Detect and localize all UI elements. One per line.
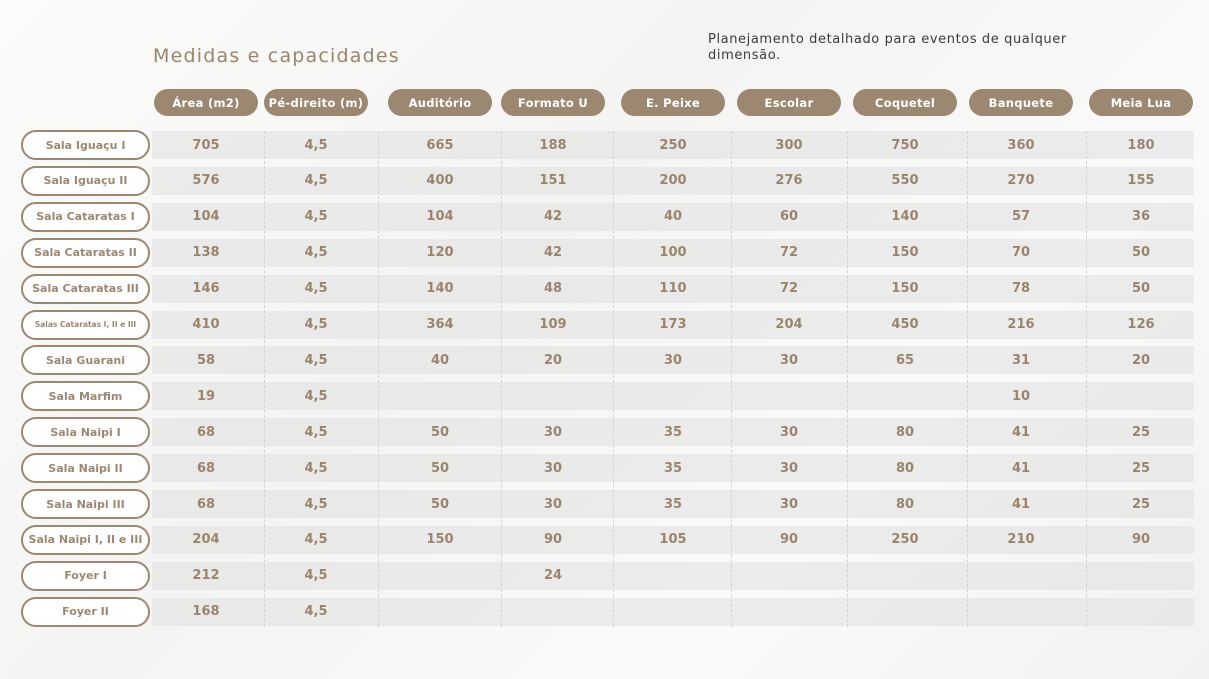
table-cell: 250: [891, 532, 919, 548]
table-cell: 300: [775, 137, 803, 153]
table-cell: 25: [1131, 424, 1151, 440]
table-cell: 109: [539, 317, 567, 332]
table-cell: 90: [1131, 532, 1151, 548]
room-name-label: Sala Iguaçu I: [21, 130, 150, 160]
table-cell: 78: [1011, 281, 1031, 297]
table-cell: 20: [1131, 352, 1151, 368]
table-cell: 210: [1007, 532, 1035, 548]
table-cell: [855, 562, 955, 590]
column-header: Meia Lua: [1089, 89, 1193, 116]
table-cell: 90: [543, 532, 563, 548]
table-cell: 30: [543, 460, 563, 476]
table-cell: 58: [196, 352, 216, 368]
table-cell: 40: [663, 209, 683, 225]
table-cell: 50: [1131, 245, 1151, 261]
table-cell: 150: [891, 245, 919, 261]
table-cell: 57: [1011, 209, 1031, 225]
room-name-label: Sala Cataratas I: [21, 202, 150, 232]
table-cell: [390, 382, 490, 410]
table-cell: [1091, 562, 1191, 590]
table-row: [0, 271, 1209, 307]
table-cell: 90: [779, 532, 799, 548]
table-cell: 105: [659, 532, 687, 548]
table-cell: 41: [1011, 496, 1031, 512]
table-cell: 450: [891, 317, 919, 332]
table-cell: 68: [196, 424, 216, 440]
table-cell: 4,5: [304, 173, 328, 189]
table-cell: [739, 598, 839, 626]
table-cell: 120: [426, 245, 454, 261]
table-cell: 50: [1131, 281, 1151, 297]
table-cell: 80: [895, 460, 915, 476]
table-cell: [623, 562, 723, 590]
room-name-label: Foyer I: [21, 561, 150, 591]
table-cell: [739, 382, 839, 410]
table-cell: 360: [1007, 137, 1035, 153]
table-cell: 4,5: [304, 496, 328, 512]
table-cell: 25: [1131, 496, 1151, 512]
table-cell: 36: [1131, 209, 1151, 225]
table-cell: 42: [543, 245, 563, 261]
table-cell: 168: [192, 604, 220, 620]
table-cell: 138: [192, 245, 220, 261]
table-cell: 4,5: [304, 388, 328, 404]
table-cell: 41: [1011, 424, 1031, 440]
table-cell: 30: [543, 424, 563, 440]
table-cell: 140: [426, 281, 454, 297]
room-name-label: Sala Naipi I, II e III: [21, 525, 150, 555]
table-cell: 216: [1007, 317, 1035, 332]
table-cell: 4,5: [304, 460, 328, 476]
column-header: Banquete: [969, 89, 1073, 116]
room-name-label: Sala Marfim: [21, 381, 150, 411]
page-subtitle: Planejamento detalhado para eventos de qualquer dimensão.: [708, 32, 1067, 63]
column-header: Área (m2): [154, 89, 258, 116]
table-row: [0, 163, 1209, 199]
table-row: [0, 378, 1209, 414]
table-cell: 4,5: [304, 245, 328, 261]
table-cell: 250: [659, 137, 687, 153]
room-name-label: Sala Naipi II: [21, 453, 150, 483]
table-cell: 50: [430, 496, 450, 512]
table-cell: 30: [779, 424, 799, 440]
table-cell: 70: [1011, 245, 1031, 261]
table-row: [0, 558, 1209, 594]
room-name-label: Salas Cataratas I, II e III: [21, 310, 150, 340]
table-cell: 30: [779, 352, 799, 368]
table-cell: 25: [1131, 460, 1151, 476]
table-cell: 68: [196, 460, 216, 476]
table-cell: 24: [543, 568, 563, 584]
table-cell: 146: [192, 281, 220, 297]
table-cell: 31: [1011, 352, 1031, 368]
table-cell: 30: [779, 460, 799, 476]
table-cell: [503, 598, 603, 626]
table-cell: 550: [891, 173, 919, 189]
table-cell: 35: [663, 496, 683, 512]
room-name-label: Sala Naipi III: [21, 489, 150, 519]
table-cell: 40: [430, 352, 450, 368]
table-cell: [390, 562, 490, 590]
room-name-label: Sala Iguaçu II: [21, 166, 150, 196]
column-header: Pé-direito (m): [264, 89, 368, 116]
table-cell: 19: [196, 388, 216, 404]
room-name-label: Sala Guarani: [21, 345, 150, 375]
table-cell: 4,5: [304, 137, 328, 153]
table-cell: 30: [543, 496, 563, 512]
table-cell: [390, 598, 490, 626]
table-row: [0, 486, 1209, 522]
table-cell: 204: [192, 532, 220, 548]
room-name-label: Foyer II: [21, 597, 150, 627]
table-cell: 270: [1007, 173, 1035, 189]
table-cell: 4,5: [304, 209, 328, 225]
table-cell: 4,5: [304, 604, 328, 620]
table-cell: 364: [426, 317, 454, 332]
table-row: [0, 450, 1209, 486]
table-cell: 110: [659, 281, 687, 297]
table-row: [0, 235, 1209, 271]
table-row: [0, 342, 1209, 378]
column-header: Coquetel: [853, 89, 957, 116]
column-header: Formato U: [501, 89, 605, 116]
table-cell: [971, 562, 1071, 590]
table-cell: 4,5: [304, 317, 328, 332]
table-cell: 50: [430, 424, 450, 440]
column-header: Escolar: [737, 89, 841, 116]
table-cell: [623, 382, 723, 410]
table-cell: 212: [192, 568, 220, 584]
table-row: [0, 199, 1209, 235]
table-cell: 80: [895, 496, 915, 512]
table-cell: 100: [659, 245, 687, 261]
table-row: [0, 522, 1209, 558]
table-cell: 400: [426, 173, 454, 189]
table-cell: 705: [192, 137, 220, 153]
table-cell: 72: [779, 245, 799, 261]
table-row: [0, 594, 1209, 630]
table-cell: 150: [891, 281, 919, 297]
table-cell: 68: [196, 496, 216, 512]
table-cell: 65: [895, 352, 915, 368]
column-header: E. Peixe: [621, 89, 725, 116]
table-cell: [855, 598, 955, 626]
table-cell: 50: [430, 460, 450, 476]
table-cell: 173: [659, 317, 687, 332]
table-cell: 4,5: [304, 424, 328, 440]
table-cell: [739, 562, 839, 590]
table-cell: 30: [663, 352, 683, 368]
table-cell: 104: [192, 209, 220, 225]
table-cell: 10: [1011, 388, 1031, 404]
table-cell: 576: [192, 173, 220, 189]
table-cell: 155: [1127, 173, 1155, 189]
table-cell: 4,5: [304, 281, 328, 297]
table-cell: [971, 598, 1071, 626]
table-row: [0, 307, 1209, 343]
table-cell: 4,5: [304, 532, 328, 548]
table-cell: 140: [891, 209, 919, 225]
table-cell: 104: [426, 209, 454, 225]
table-cell: 35: [663, 424, 683, 440]
table-cell: 126: [1127, 317, 1155, 332]
column-header: Auditório: [388, 89, 492, 116]
room-name-label: Sala Cataratas III: [21, 274, 150, 304]
table-cell: [503, 382, 603, 410]
table-row: [0, 127, 1209, 163]
table-cell: [855, 382, 955, 410]
table-cell: 42: [543, 209, 563, 225]
table-cell: 204: [775, 317, 803, 332]
table-cell: 4,5: [304, 568, 328, 584]
table-cell: 48: [543, 281, 563, 297]
table-cell: 35: [663, 460, 683, 476]
table-cell: 72: [779, 281, 799, 297]
table-cell: 665: [426, 137, 454, 153]
table-row: [0, 414, 1209, 450]
table-cell: 200: [659, 173, 687, 189]
table-cell: 180: [1127, 137, 1155, 153]
table-cell: 20: [543, 352, 563, 368]
table-cell: 60: [779, 209, 799, 225]
table-cell: [1091, 598, 1191, 626]
table-cell: [623, 598, 723, 626]
table-cell: 80: [895, 424, 915, 440]
table-cell: 750: [891, 137, 919, 153]
table-cell: 410: [192, 317, 220, 332]
table-cell: 41: [1011, 460, 1031, 476]
table-cell: 4,5: [304, 352, 328, 368]
table-cell: 276: [775, 173, 803, 189]
table-cell: 150: [426, 532, 454, 548]
table-cell: 188: [539, 137, 567, 153]
room-name-label: Sala Cataratas II: [21, 238, 150, 268]
room-name-label: Sala Naipi I: [21, 417, 150, 447]
table-cell: 151: [539, 173, 567, 189]
page-title: Medidas e capacidades: [153, 45, 400, 67]
table-cell: 30: [779, 496, 799, 512]
table-cell: [1091, 382, 1191, 410]
